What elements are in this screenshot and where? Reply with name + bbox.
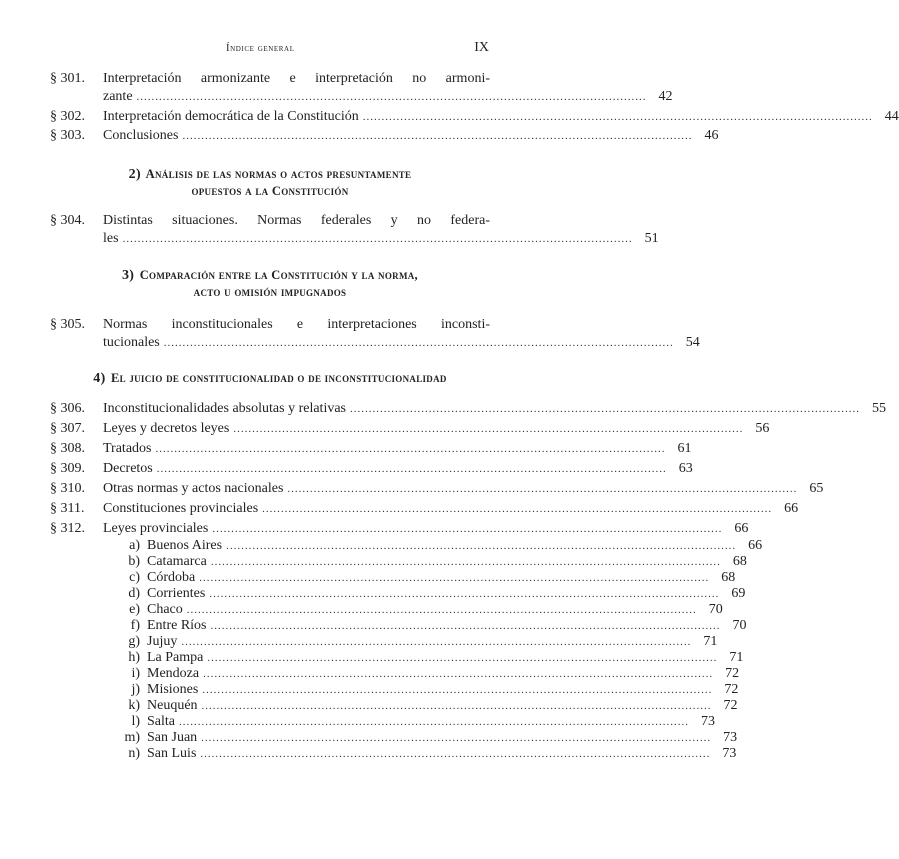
heading-number: 4) (93, 371, 106, 386)
toc-entry[interactable] (50, 420, 770, 438)
subentry-page: 72 (723, 698, 738, 713)
section-number: § 308. (50, 441, 85, 456)
toc-entry[interactable] (50, 70, 673, 106)
leader-dots: ........................................................................................................................................ (200, 748, 711, 760)
subentry-title: Catamarca (147, 554, 207, 569)
heading-line: acto u omisión impugnados (193, 285, 347, 299)
heading-number: 3) (122, 268, 135, 283)
toc-entry[interactable] (50, 500, 799, 518)
subentry-label: b) (128, 554, 140, 569)
leader-dots: ........................................................................................................................................ (210, 620, 721, 632)
subentry-page: 68 (721, 570, 736, 585)
leader-dots: ........................................................................................................................................ (186, 604, 697, 616)
section-number: § 310. (50, 481, 85, 496)
subentry-page: 72 (724, 682, 739, 697)
section-number: § 312. (50, 521, 85, 536)
toc-entry[interactable] (50, 440, 692, 458)
subentry-page: 71 (729, 650, 744, 665)
section-number: § 309. (50, 461, 85, 476)
entry-page: 42 (658, 89, 673, 104)
section-number: § 305. (50, 317, 85, 332)
leader-dots: ........................................................................................................................................ (209, 588, 720, 600)
section-heading (50, 166, 490, 199)
section-number: § 304. (50, 213, 85, 228)
subentry-page: 68 (732, 554, 747, 569)
entry-title-cont: zante (103, 89, 133, 104)
heading-line: opuestos a la Constitución (191, 184, 349, 198)
toc-entry[interactable] (50, 127, 719, 145)
leader-dots: ........................................................................................................................................ (202, 684, 713, 696)
entry-title: Interpretación democrática de la Constitución (103, 109, 359, 124)
subentry-label: f) (130, 618, 140, 633)
entry-page: 63 (678, 461, 693, 476)
leader-dots: ........................................................................................................................................ (201, 700, 712, 712)
subentry-page: 70 (732, 618, 747, 633)
leader-dots: ........................................................................................................................................ (207, 652, 718, 664)
leader-dots: ........................................................................................................................................ (163, 337, 674, 349)
section-number: § 307. (50, 421, 85, 436)
entry-title: Inconstitucionalidades absolutas y relativas (103, 401, 346, 416)
entry-page: 44 (884, 109, 899, 124)
entry-title: Normas inconstitucionales e interpretaciones inconsti- (103, 317, 490, 332)
entry-page: 55 (872, 401, 886, 416)
toc-entry[interactable] (50, 480, 824, 498)
toc-entry[interactable] (50, 400, 886, 418)
leader-dots: ........................................................................................................................................ (262, 503, 773, 515)
subentry-label: h) (128, 650, 140, 665)
entry-title: Distintas situaciones. Normas federales y no federa- (103, 213, 490, 228)
entry-page: 46 (704, 128, 719, 143)
subentry-page: 72 (725, 666, 740, 681)
leader-dots: ........................................................................................................................................ (155, 443, 666, 455)
leader-dots: ........................................................................................................................................ (201, 732, 712, 744)
entry-title: Leyes provinciales (103, 521, 209, 536)
subentry-title: Misiones (147, 682, 199, 697)
subentry-title: Jujuy (147, 634, 178, 649)
leader-dots: ........................................................................................................................................ (181, 636, 692, 648)
section-number: § 301. (50, 71, 85, 86)
subentry-label: j) (131, 682, 140, 697)
subentry-page: 70 (708, 602, 723, 617)
subentry-title: Córdoba (147, 570, 196, 585)
subentry-title: La Pampa (147, 650, 204, 665)
leader-dots: ........................................................................................................................................ (233, 423, 744, 435)
entry-page: 65 (809, 481, 824, 496)
section-number: § 311. (50, 501, 85, 516)
entry-page: 61 (677, 441, 692, 456)
subentry-page: 66 (748, 538, 763, 553)
subentry-label: i) (131, 666, 140, 681)
subentry-page: 71 (703, 634, 718, 649)
entry-title: Otras normas y actos nacionales (103, 481, 284, 496)
heading-line: Comparación entre la Constitución y la norma, (139, 268, 418, 282)
entry-page: 54 (685, 335, 700, 350)
subentry-label: m) (124, 730, 140, 745)
subentry-label: g) (128, 634, 140, 649)
leader-dots: ........................................................................................................................................ (350, 403, 860, 415)
subentry-title: Neuquén (147, 698, 198, 713)
leader-dots: ........................................................................................................................................ (199, 572, 710, 584)
subentry-label: d) (128, 586, 140, 601)
leader-dots: ........................................................................................................................................ (179, 716, 689, 728)
toc-entry[interactable] (50, 460, 693, 478)
subentry-page: 69 (731, 586, 746, 601)
section-number: § 306. (50, 401, 85, 416)
entry-title: Interpretación armonizante e interpretación no armoni- (103, 71, 490, 86)
entry-page: 56 (755, 421, 770, 436)
subentry-title: San Juan (147, 730, 198, 745)
subentry-label: c) (129, 570, 140, 585)
subentry-title: Chaco (147, 602, 183, 617)
section-heading (50, 267, 490, 300)
section-number: § 303. (50, 128, 85, 143)
subentry-title: San Luis (147, 746, 197, 761)
heading-number: 2) (128, 167, 141, 182)
entry-title: Tratados (103, 441, 152, 456)
running-head (0, 40, 541, 60)
entry-page: 66 (734, 521, 749, 536)
toc-subentry[interactable] (118, 745, 737, 763)
subentry-page: 73 (722, 746, 737, 761)
entry-title: Constituciones provinciales (103, 501, 259, 516)
leader-dots: ........................................................................................................................................ (156, 463, 667, 475)
leader-dots: ........................................................................................................................................ (362, 111, 873, 123)
leader-dots: ........................................................................................................................................ (210, 556, 721, 568)
leader-dots: ........................................................................................................................................ (136, 91, 647, 103)
toc-entry[interactable] (50, 108, 899, 126)
subentry-page: 73 (723, 730, 738, 745)
subentry-label: e) (129, 602, 140, 617)
heading-line: Análisis de las normas o actos presuntamente (145, 167, 412, 181)
entry-page: 51 (644, 231, 659, 246)
toc-entry[interactable] (50, 520, 749, 538)
entry-title-cont: les (103, 231, 119, 246)
running-head-title: Índice general (226, 43, 295, 54)
heading-line: El juicio de constitucionalidad o de inconstitucionalidad (110, 371, 447, 385)
entry-title-cont: tucionales (103, 335, 160, 350)
leader-dots: ........................................................................................................................................ (287, 483, 798, 495)
entry-page: 66 (784, 501, 799, 516)
subentry-title: Entre Ríos (147, 618, 207, 633)
subentry-label: l) (131, 714, 140, 729)
subentry-label: k) (128, 698, 140, 713)
entry-title: Leyes y decretos leyes (103, 421, 230, 436)
leader-dots: ........................................................................................................................................ (182, 130, 693, 142)
section-heading (50, 370, 490, 387)
toc-entry[interactable] (50, 212, 659, 248)
subentry-title: Corrientes (147, 586, 206, 601)
entry-title: Decretos (103, 461, 153, 476)
leader-dots: ........................................................................................................................................ (122, 233, 633, 245)
subentry-title: Buenos Aires (147, 538, 223, 553)
entry-title: Conclusiones (103, 128, 179, 143)
subentry-title: Mendoza (147, 666, 200, 681)
subentry-title: Salta (147, 714, 175, 729)
toc-entry[interactable] (50, 316, 700, 352)
section-number: § 302. (50, 109, 85, 124)
subentry-page: 73 (701, 714, 715, 729)
leader-dots: ........................................................................................................................................ (226, 540, 737, 552)
subentry-label: n) (128, 746, 140, 761)
leader-dots: ........................................................................................................................................ (212, 523, 723, 535)
subentry-label: a) (129, 538, 140, 553)
page-number: IX (474, 40, 489, 55)
leader-dots: ........................................................................................................................................ (203, 668, 714, 680)
